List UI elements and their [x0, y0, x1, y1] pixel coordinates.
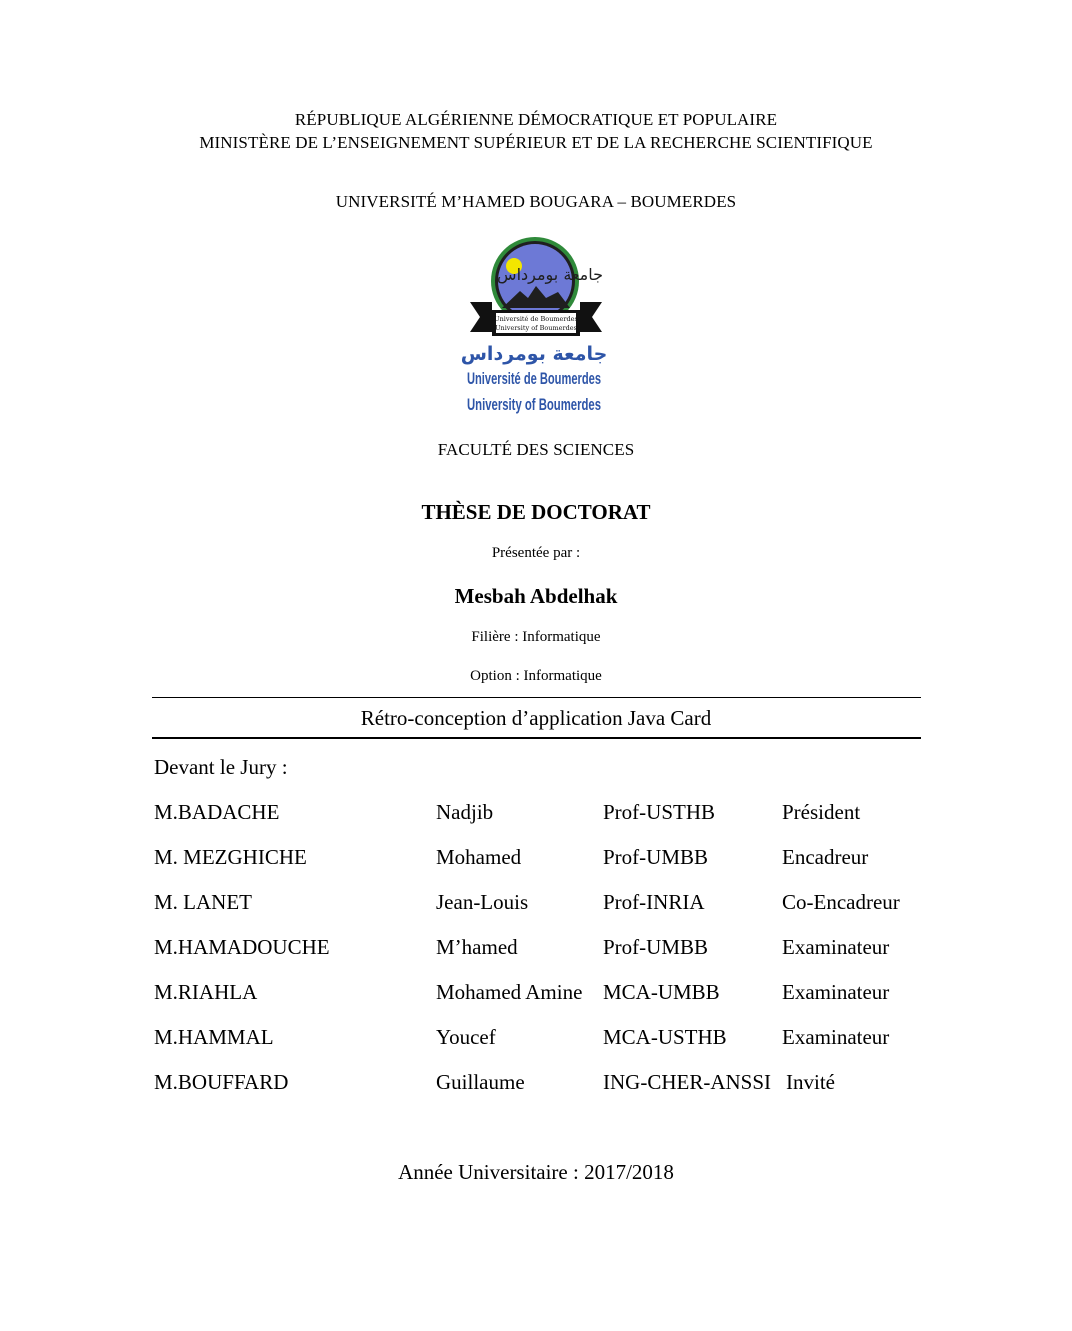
faculty: FACULTÉ DES SCIENCES: [437, 440, 635, 459]
jury-row: [0, 1025, 1029, 1055]
jury-role: Invité: [786, 1070, 835, 1094]
jury-affiliation: Prof-USTHB: [603, 800, 716, 824]
jury-surname: M.BADACHE: [154, 800, 280, 824]
jury-affiliation: MCA-UMBB: [603, 980, 720, 1004]
jury-surname: M. LANET: [154, 890, 252, 914]
jury-role: Examinateur: [782, 935, 890, 959]
author-name: Mesbah Abdelhak: [454, 584, 618, 608]
jury-role: Président: [782, 800, 861, 824]
jury-affiliation: ING-CHER-ANSSI: [603, 1070, 771, 1094]
jury-row: [0, 1070, 1029, 1100]
option: Option : Informatique: [470, 668, 602, 684]
jury-row: [0, 800, 1029, 830]
thesis-type: THÈSE DE DOCTORAT: [421, 500, 651, 524]
logo-seal-arabic: جامعة بومرداس: [497, 265, 603, 284]
header-university: UNIVERSITÉ M’HAMED BOUGARA – BOUMERDES: [335, 192, 737, 211]
jury-label: Devant le Jury :: [154, 755, 288, 779]
jury-affiliation: Prof-INRIA: [603, 890, 705, 914]
jury-affiliation: Prof-UMBB: [603, 845, 709, 869]
header-republic: RÉPUBLIQUE ALGÉRIENNE DÉMOCRATIQUE ET POPULAIRE: [294, 110, 778, 129]
jury-firstname: Jean-Louis: [436, 890, 529, 914]
jury-role: Examinateur: [782, 980, 890, 1004]
jury-firstname: Guillaume: [436, 1070, 525, 1094]
jury-firstname: M’hamed: [436, 935, 518, 959]
academic-year: Année Universitaire : 2017/2018: [398, 1160, 674, 1184]
jury-firstname: Mohamed: [436, 845, 522, 869]
thesis-title: Rétro-conception d’application Java Card: [360, 706, 712, 730]
jury-surname: M.RIAHLA: [154, 980, 258, 1004]
title-rule-bottom: [152, 737, 921, 739]
jury-firstname: Mohamed Amine: [436, 980, 583, 1004]
jury-role: Examinateur: [782, 1025, 890, 1049]
header-ministry: MINISTÈRE DE L’ENSEIGNEMENT SUPÉRIEUR ET DE LA RECHERCHE SCIENTIFIQUE: [199, 133, 873, 152]
logo-name-fr: Université de Boumerdes: [467, 369, 601, 388]
jury-row: [0, 845, 1029, 875]
jury-row: [0, 890, 1029, 920]
logo-ribbon-fr: Université de Boumerdes: [494, 315, 578, 323]
title-rule-top: [152, 697, 921, 698]
jury-surname: M. MEZGHICHE: [154, 845, 307, 869]
jury-row: [0, 980, 1029, 1010]
jury-role: Encadreur: [782, 845, 869, 869]
jury-role: Co-Encadreur: [782, 890, 900, 914]
logo-arabic-name: جامعة بومرداس: [460, 343, 608, 365]
jury-firstname: Youcef: [436, 1025, 496, 1049]
logo-name-en: University of Boumerdes: [467, 395, 601, 414]
field: Filière : Informatique: [471, 629, 601, 645]
jury-row: [0, 935, 1029, 965]
jury-affiliation: MCA-USTHB: [603, 1025, 727, 1049]
jury-surname: M.HAMMAL: [154, 1025, 274, 1049]
logo-ribbon-en: University of Boumerdes: [495, 324, 577, 332]
university-logo: [462, 236, 612, 422]
jury-surname: M.HAMADOUCHE: [154, 935, 330, 959]
jury-firstname: Nadjib: [436, 800, 494, 824]
jury-affiliation: Prof-UMBB: [603, 935, 709, 959]
presented-by: Présentée par :: [491, 545, 581, 561]
jury-surname: M.BOUFFARD: [154, 1070, 289, 1094]
